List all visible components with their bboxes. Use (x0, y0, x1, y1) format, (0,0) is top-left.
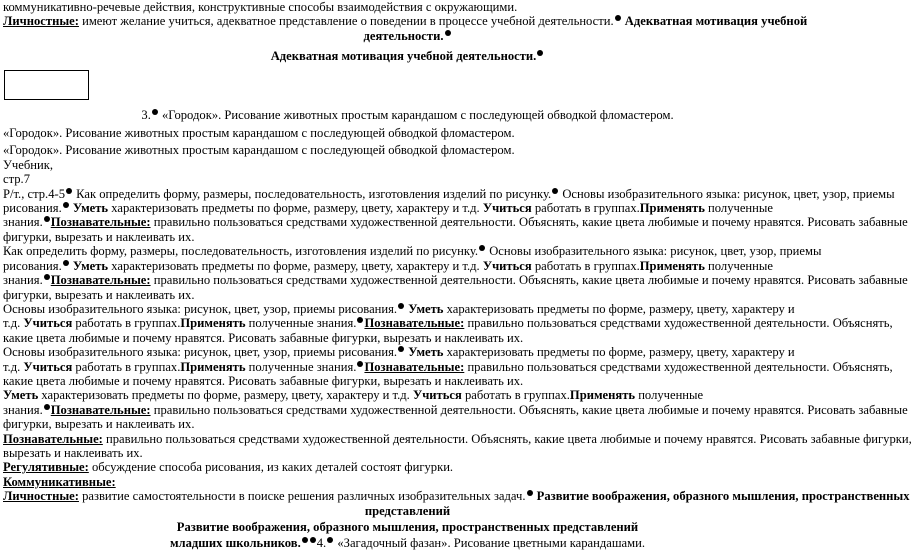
text-line: какие цвета любимые и почему нравятся. Рисовать забавные фигурки, вырезать и наклеивать их. (3, 330, 524, 345)
section-label: Познавательные: (50, 273, 151, 288)
bullet-icon (66, 188, 72, 194)
text-line: Как определить форму, размеры, последовательность, изготовления изделий по рисунку. Основы изобразительного языка: рисунок, цвет, узор, приемы (3, 244, 822, 259)
text-line: знания. Познавательные: правильно пользоваться средствами художественной деятельности. Объяснять, какие цвета любимые и почему нравятся. Рисовать забавные (3, 402, 908, 417)
bullet-icon (357, 317, 363, 323)
text-line: Адекватная мотивация учебной деятельности. (3, 49, 812, 63)
text-line: Развитие воображения, образного мышления, пространственных представлений (176, 520, 639, 534)
bullet-icon (44, 274, 50, 280)
section-label: Личностные: (3, 489, 79, 504)
text-line: стр.7 (3, 172, 30, 187)
bullet-icon (357, 361, 363, 367)
bullet-icon (327, 537, 333, 543)
text-line: знания. Познавательные: правильно пользоваться средствами художественной деятельности. Объяснять, какие цвета любимые и почему нравятся. Рисовать забавные (3, 215, 908, 230)
text-line: коммуникативно-речевые действия, конструктивные способы взаимодействия с окружающими. (3, 0, 518, 14)
section-label: Познавательные: (364, 359, 465, 374)
text-line: Основы изобразительного языка: рисунок, цвет, узор, приемы рисования. Уметь характеризовать предметы по форме, размеру, цвету, характеру и (3, 301, 795, 316)
text-line: Уметь характеризовать предметы по форме, размеру, цвету, характеру и т.д. Учиться работать в группах.Применять полученные (3, 388, 704, 403)
text-line: Регулятивные: обсуждение способа рисования, из каких деталей состоят фигурки. (3, 460, 454, 475)
text-line: «Городок». Рисование животных простым карандашом с последующей обводкой фломастером. (3, 143, 515, 158)
text-line: фигурки, вырезать и наклеивать их. (3, 287, 195, 302)
text-line: представлений (364, 503, 451, 518)
bullet-icon (63, 202, 69, 208)
bullet-icon (310, 537, 316, 543)
section-label: Регулятивные: (3, 460, 89, 475)
text-line: Основы изобразительного языка: рисунок, цвет, узор, приемы рисования. Уметь характеризовать предметы по форме, размеру, цвету, характеру и (3, 345, 795, 360)
section-label: Личностные: (3, 14, 79, 29)
bullet-icon (44, 216, 50, 222)
bullet-icon (152, 109, 158, 115)
bullet-icon (552, 188, 558, 194)
bullet-icon (398, 303, 404, 309)
text-line: Учебник, (3, 157, 53, 172)
text-line: деятельности. (3, 29, 812, 43)
text-line: «Городок». Рисование животных простым карандашом с последующей обводкой фломастером. (3, 126, 515, 141)
bullet-icon (63, 260, 69, 266)
section-label: Коммуникативные: (3, 474, 116, 489)
text-line (3, 475, 812, 489)
section-label: Познавательные: (50, 215, 151, 230)
text-line: рисования. Уметь характеризовать предметы по форме, размеру, цвету, характеру и т.д. Учиться работать в группах.Применять полученные (3, 258, 773, 273)
bullet-icon (445, 30, 451, 36)
text-line: Р/т., стр.4-5 Как определить форму, размеры, последовательность, изготовления изделий по рисунку. Основы изобразительного языка: рисунок, цвет, узор, приемы (3, 186, 895, 201)
bullet-icon (302, 537, 308, 543)
bullet-icon (398, 346, 404, 352)
section-label: Познавательные: (364, 316, 465, 331)
bullet-icon (479, 245, 485, 251)
section-label: Познавательные: (3, 431, 103, 446)
text-line: Познавательные: правильно пользоваться средствами художественной деятельности. Объяснять, какие цвета любимые и почему нравятся. Рисовать забавные фигурки, (3, 431, 912, 446)
text-line: рисования. Уметь характеризовать предметы по форме, размеру, цвету, характеру и т.д. Учиться работать в группах.Применять полученные (3, 201, 773, 216)
bullet-icon (615, 15, 621, 21)
text-line: вырезать и наклеивать их. (3, 445, 143, 460)
text-line: Личностные: развитие самостоятельности в поиске решения различных изобразительных задач. Развитие воображения, образного мышления, пространственных (3, 489, 910, 504)
bullet-icon (527, 490, 533, 496)
bullet-icon (44, 404, 50, 410)
text-line: фигурки, вырезать и наклеивать их. (3, 417, 195, 432)
text-line: т.д. Учиться работать в группах.Применять полученные знания. Познавательные: правильно пользоваться средствами художественной деятельности. Объяснять, (3, 316, 893, 331)
bullet-icon (537, 50, 543, 56)
empty-box (4, 70, 89, 100)
text-line: т.д. Учиться работать в группах.Применять полученные знания. Познавательные: правильно пользоваться средствами художественной деятельности. Объяснять, (3, 359, 893, 374)
text-line: Личностные: имеют желание учиться, адекватное представление о поведении в процессе учебной деятельности. Адекватная мотивация учебной (3, 14, 808, 29)
text-line: знания. Познавательные: правильно пользоваться средствами художественной деятельности. Объяснять, какие цвета любимые и почему нравятся. Рисовать забавные (3, 273, 908, 288)
text-line: 3. «Городок». Рисование животных простым карандашом с последующей обводкой фломастером. (141, 107, 674, 122)
text-line: какие цвета любимые и почему нравятся. Рисовать забавные фигурки, вырезать и наклеивать их. (3, 373, 524, 388)
text-line: фигурки, вырезать и наклеивать их. (3, 229, 195, 244)
section-label: Познавательные: (50, 402, 151, 417)
text-line: младших школьников. 4. «Загадочный фазан». Рисование цветными карандашами. (169, 536, 646, 551)
